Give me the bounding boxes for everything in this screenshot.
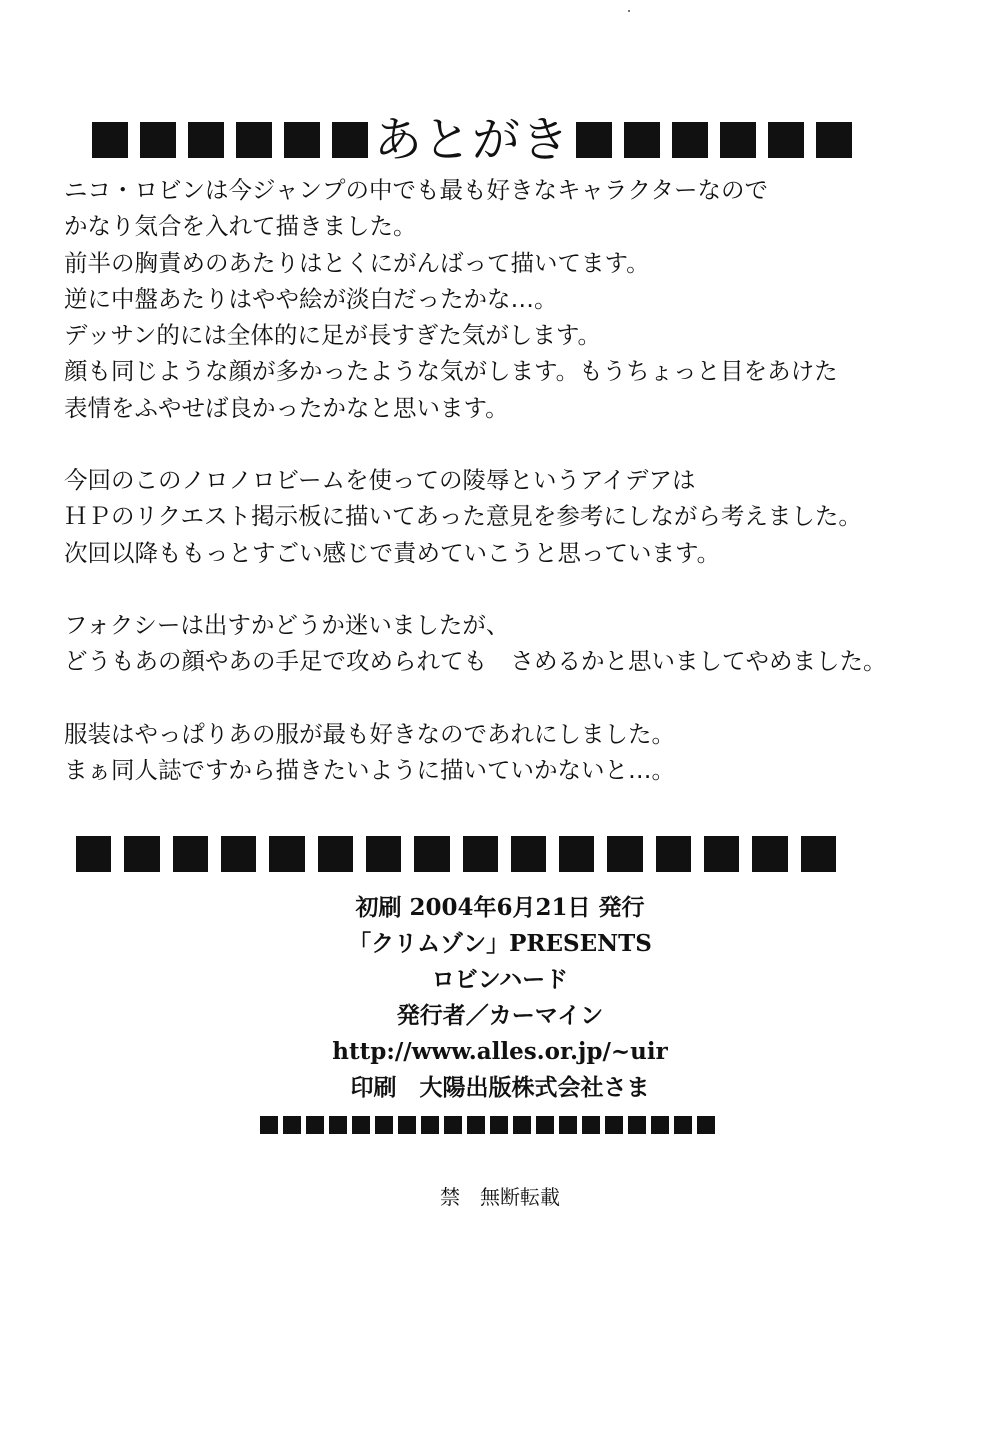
line: 次回以降ももっとすごい感じで責めていこうと思っています。 [64,538,721,567]
colophon-printer: 印刷 大陽出版株式会社さま [350,1074,650,1101]
square-mark [704,836,739,872]
square-mark [306,1116,324,1134]
square-mark [559,1116,577,1134]
line: デッサン的には全体的に足が長すぎた気がします。 [64,321,601,350]
line: かなり気合を入れて描きました。 [64,212,417,241]
line: フォクシーは出すかどうか迷いましたが、 [64,610,510,639]
square-mark [140,122,176,158]
line: 表情をふやせば良かったかなと思います。 [64,393,509,422]
colophon-presents: 「クリムゾン」PRESENTS [348,930,652,957]
square-mark [674,1116,692,1134]
square-divider-small [260,1116,740,1134]
square-mark [375,1116,393,1134]
colophon-book-title: ロビンハード [431,966,569,993]
line: 逆に中盤あたりはやや絵が淡白だったかな…。 [64,284,558,313]
line: 顔も同じような顔が多かったような気がします。もうちょっと目をあけた [64,357,838,386]
square-mark [697,1116,715,1134]
colophon-issue: 初刷 2004年6月21日 発行 [355,894,645,921]
square-mark [607,836,642,872]
square-mark [398,1116,416,1134]
paper-speck [628,10,630,12]
square-mark [768,122,804,158]
square-mark [801,836,836,872]
colophon-url: http://www.alles.or.jp/~uir [332,1038,668,1065]
title-squares-right [576,122,852,158]
square-mark [269,836,304,872]
square-mark [444,1116,462,1134]
square-mark [624,122,660,158]
square-mark [318,836,353,872]
square-mark [92,122,128,158]
square-mark [490,1116,508,1134]
square-mark [467,1116,485,1134]
square-mark [236,122,272,158]
square-mark [352,1116,370,1134]
square-mark [513,1116,531,1134]
square-divider-large [76,836,836,872]
square-mark [463,836,498,872]
square-mark [816,122,852,158]
square-mark [536,1116,554,1134]
line: 今回のこのノロノロビームを使っての陵辱というアイデアは [64,466,696,495]
reprint-notice: 禁 無断転載 [440,1185,560,1209]
title-squares-left [92,122,368,158]
square-mark [414,836,449,872]
square-mark [283,1116,301,1134]
square-mark [76,836,111,872]
colophon [0,890,1000,1106]
square-mark [421,1116,439,1134]
square-mark [651,1116,669,1134]
line: まぁ同人誌ですから描きたいように描いていかないと…。 [64,755,675,784]
square-mark [559,836,594,872]
line: ＨＰのリクエスト掲示板に描いてあった意見を参考にしながら考えました。 [64,502,862,531]
square-mark [672,122,708,158]
paragraph-gap [64,426,944,462]
page-title: あとがき [374,112,571,168]
square-mark [511,836,546,872]
square-mark [720,122,756,158]
colophon-publisher: 発行者／カーマイン [396,1002,604,1029]
square-mark [188,122,224,158]
square-mark [752,836,787,872]
square-mark [366,836,401,872]
square-mark [284,122,320,158]
square-mark [329,1116,347,1134]
title-bar [92,112,852,168]
paragraph-gap [64,571,944,607]
paragraph-gap [64,680,944,716]
square-mark [124,836,159,872]
square-mark [173,836,208,872]
line: 前半の胸責めのあたりはとくにがんばって描いてます。 [64,248,650,277]
square-mark [656,836,691,872]
line: どうもあの顔やあの手足で攻められても さめるかと思いましてやめました。 [64,647,887,676]
line: 服装はやっぱりあの服が最も好きなのであれにしました。 [64,719,675,748]
square-mark [628,1116,646,1134]
square-mark [576,122,612,158]
afterword-body [64,172,944,788]
square-mark [221,836,256,872]
square-mark [332,122,368,158]
square-mark [605,1116,623,1134]
square-mark [582,1116,600,1134]
square-mark [260,1116,278,1134]
line: ニコ・ロビンは今ジャンプの中でも最も好きなキャラクターなので [64,176,769,204]
